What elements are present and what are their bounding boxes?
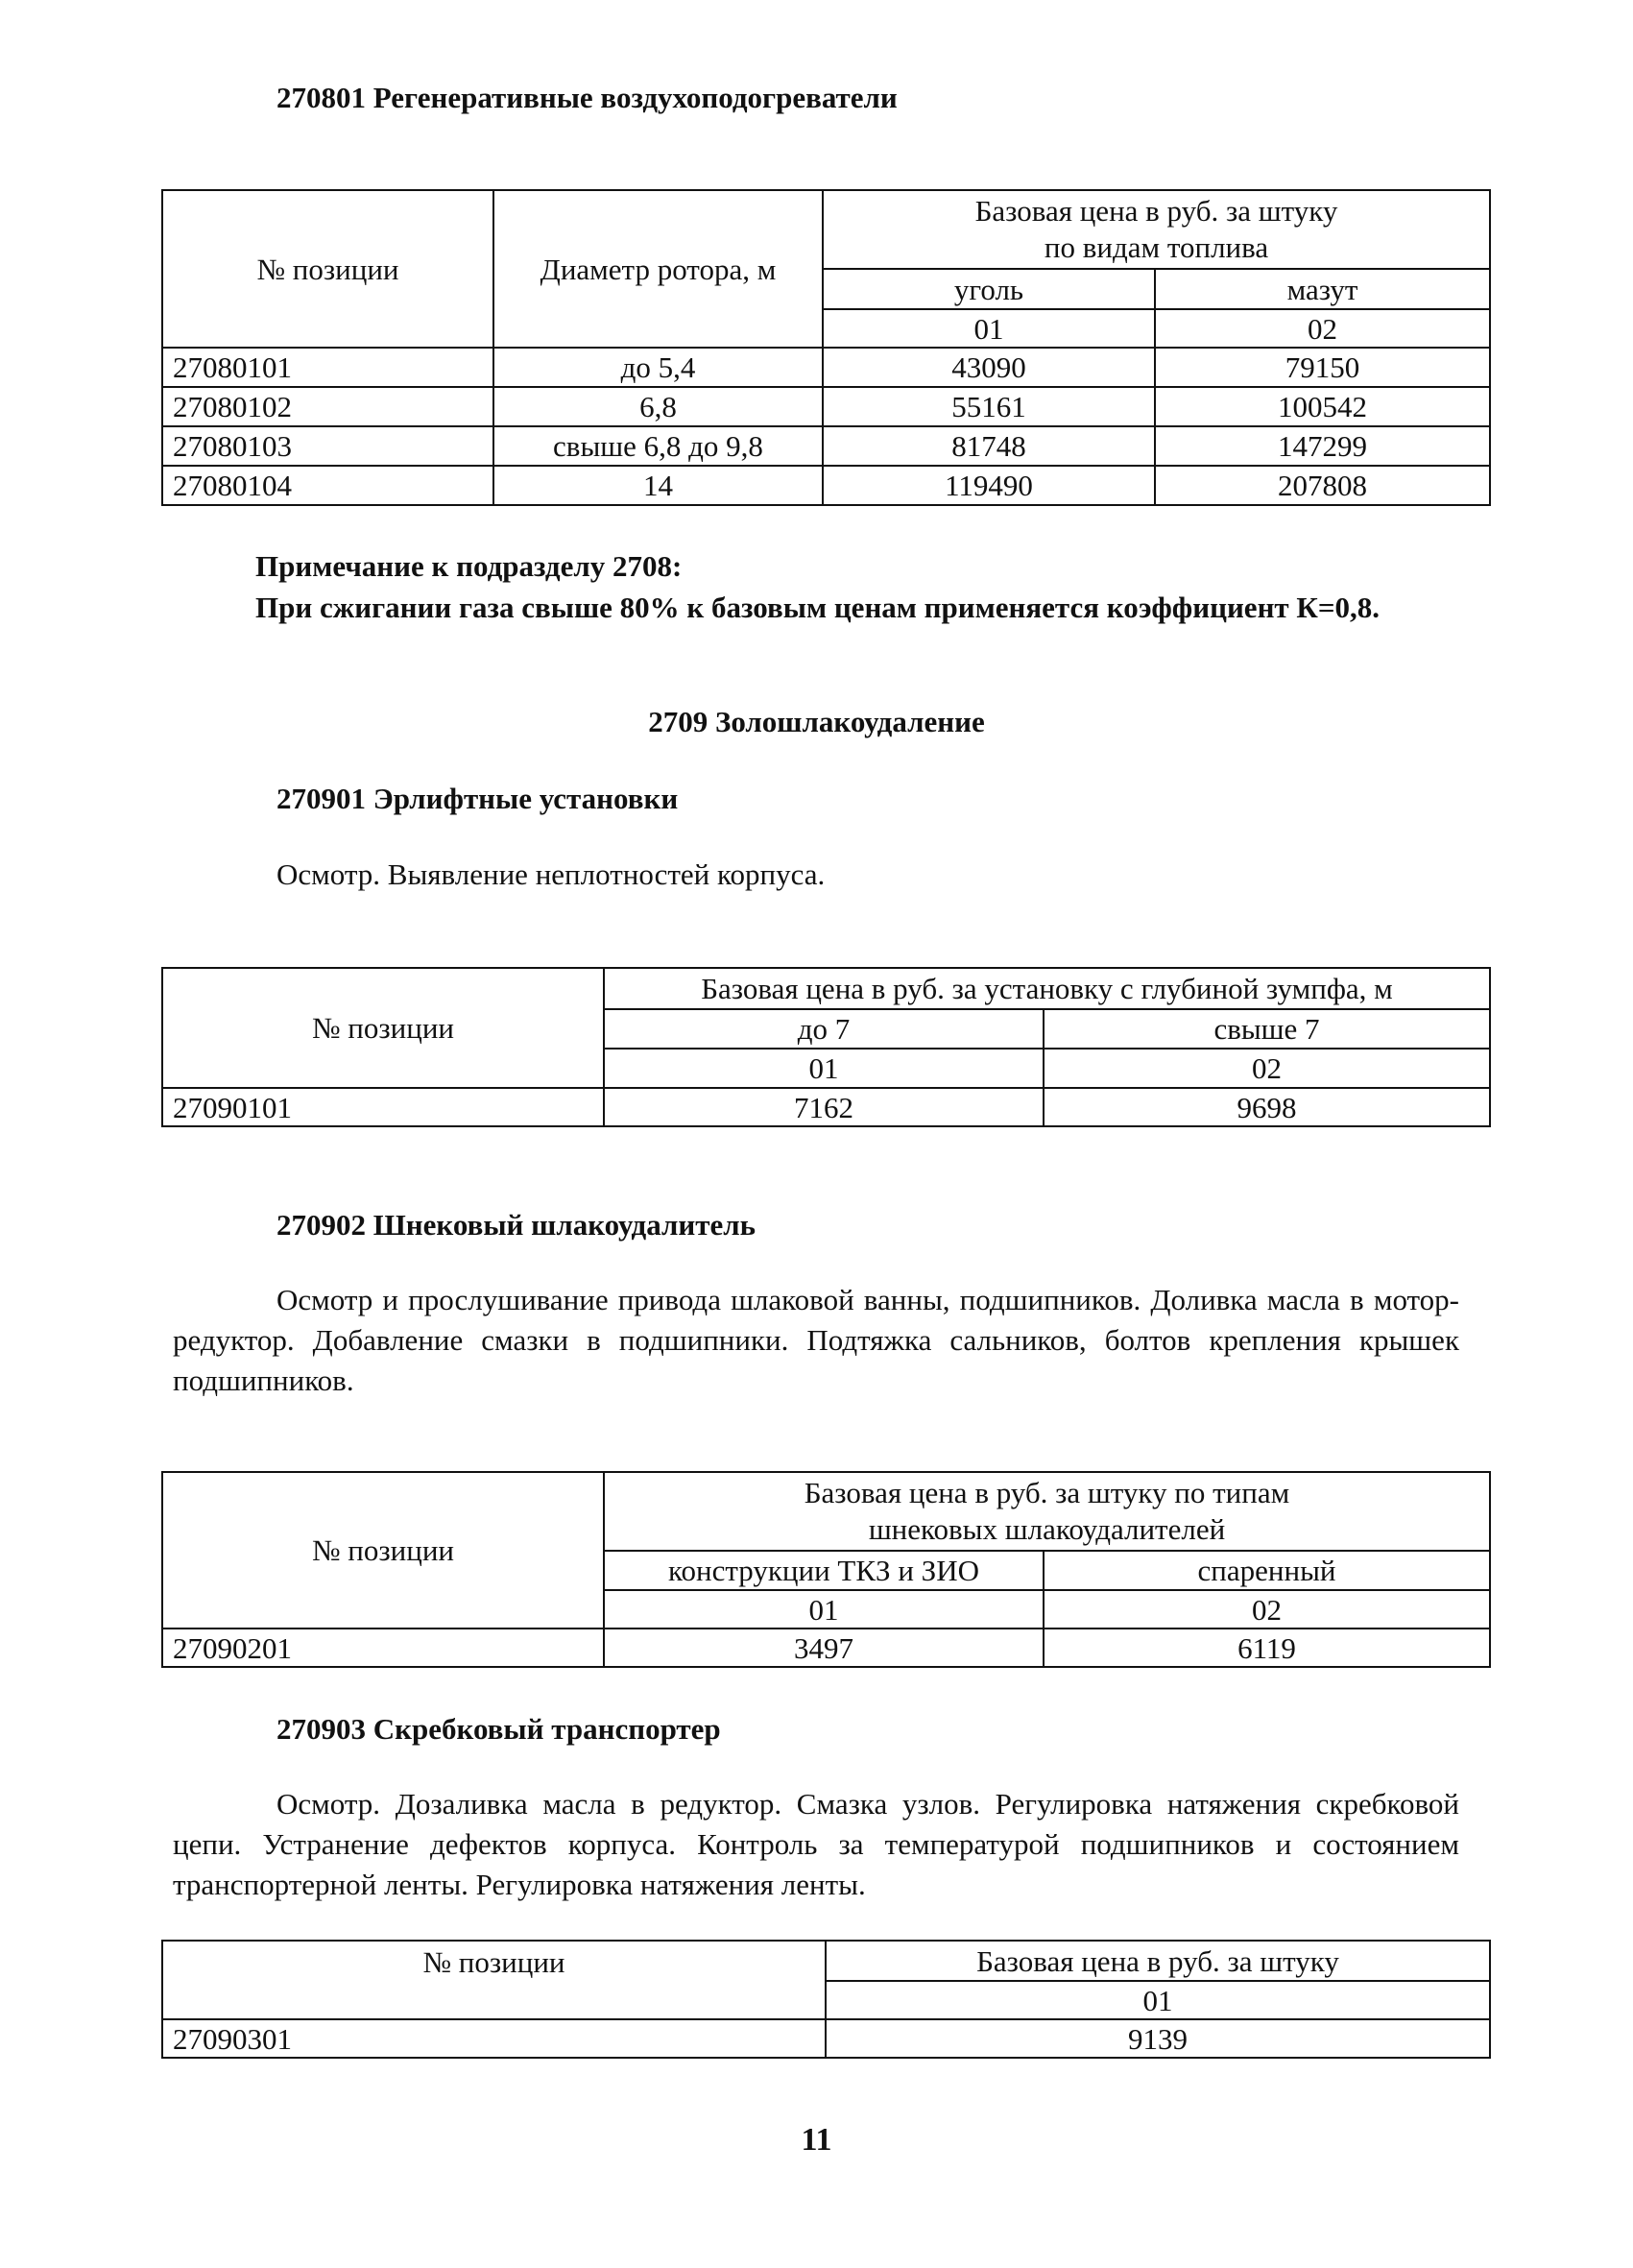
cell-price-paired: 6119 — [1044, 1629, 1490, 1667]
cell-fuel-price: 79150 — [1155, 348, 1490, 387]
cell-position: 27090101 — [162, 1088, 604, 1126]
section-2709-title: 2709 Золошлакоудаление — [648, 705, 985, 738]
table-row — [162, 387, 1490, 426]
cell-price-over-7: 9698 — [1044, 1088, 1490, 1126]
section-270903-text: Осмотр. Дозаливка масла в редуктор. Смазка узлов. Регулировка натяжения скребковой цепи. Устранение дефектов корпуса. Контроль за температурой подшипников и состоянием транспортерной ленты. Регулировка натяжения ленты. — [173, 1787, 1459, 1901]
section-270901-text: Осмотр. Выявление неплотностей корпуса. — [276, 857, 826, 891]
header-col-01: 01 — [604, 1049, 1044, 1088]
cell-coal-price: 43090 — [823, 348, 1155, 387]
cell-coal-price: 119490 — [823, 466, 1155, 505]
cell-price-up-to-7: 7162 — [604, 1088, 1044, 1126]
cell-diameter: 6,8 — [493, 387, 823, 426]
cell-fuel-price: 100542 — [1155, 387, 1490, 426]
header-fuel-oil: мазут — [1155, 269, 1490, 309]
header-base-price: Базовая цена в руб. за штуку — [826, 1941, 1490, 1981]
header-up-to-7: до 7 — [604, 1009, 1044, 1049]
header-paired: спаренный — [1044, 1551, 1490, 1590]
header-col-01: 01 — [823, 309, 1155, 348]
cell-position: 27090301 — [162, 2019, 826, 2058]
table-270902 — [161, 1471, 1491, 1668]
cell-price-tkz-zio: 3497 — [604, 1629, 1044, 1667]
header-base-price — [604, 1472, 1490, 1551]
table-270903 — [161, 1940, 1491, 2059]
header-col-02: 02 — [1155, 309, 1490, 348]
section-270903-title: 270903 Скребковый транспортер — [276, 1712, 721, 1746]
section-270902-title: 270902 Шнековый шлакоудалитель — [276, 1208, 756, 1242]
header-over-7: свыше 7 — [1044, 1009, 1490, 1049]
header-col-01: 01 — [826, 1981, 1490, 2019]
cell-diameter: 14 — [493, 466, 823, 505]
cell-position: 27080104 — [162, 466, 493, 505]
section-270902-text: Осмотр и прослушивание привода шлаковой ванны, подшипников. Доливка масла в мотор-редуктор. Добавление смазки в подшипники. Подтяжка сальников, болтов крепления крышек подшипников. — [173, 1283, 1459, 1397]
cell-fuel-price: 207808 — [1155, 466, 1490, 505]
table-row — [162, 426, 1490, 466]
header-base-price: Базовая цена в руб. за установку с глубиной зумпфа, м — [604, 968, 1490, 1009]
header-tkz-zio: конструкции ТКЗ и ЗИО — [604, 1551, 1044, 1590]
header-position: № позиции — [162, 1941, 826, 2019]
cell-diameter: до 5,4 — [493, 348, 823, 387]
cell-fuel-price: 147299 — [1155, 426, 1490, 466]
header-col-02: 02 — [1044, 1590, 1490, 1629]
note-title: Примечание к подразделу 2708: — [255, 549, 683, 583]
cell-position: 27090201 — [162, 1629, 604, 1667]
section-270901-title: 270901 Эрлифтные установки — [276, 782, 679, 815]
table-row — [162, 348, 1490, 387]
page-number: 11 — [801, 2122, 832, 2158]
table-row — [162, 1629, 1490, 1667]
header-base-price-line2: шнековых шлакоудалителей — [868, 1512, 1226, 1546]
header-base-price-line2: по видам топлива — [1044, 230, 1269, 264]
table-row — [162, 2019, 1490, 2058]
table-row — [162, 1088, 1490, 1126]
cell-diameter: свыше 6,8 до 9,8 — [493, 426, 823, 466]
header-position: № позиции — [162, 1472, 604, 1629]
header-col-02: 02 — [1044, 1049, 1490, 1088]
table-270901 — [161, 967, 1491, 1127]
header-col-01: 01 — [604, 1590, 1044, 1629]
header-base-price-line1: Базовая цена в руб. за штуку — [974, 194, 1338, 228]
table-row — [162, 466, 1490, 505]
section-270801-title: 270801 Регенеративные воздухоподогреватели — [276, 81, 898, 114]
cell-coal-price: 55161 — [823, 387, 1155, 426]
header-base-price — [823, 190, 1490, 269]
header-position: № позиции — [162, 190, 493, 348]
cell-coal-price: 81748 — [823, 426, 1155, 466]
cell-position: 27080103 — [162, 426, 493, 466]
cell-position: 27080102 — [162, 387, 493, 426]
table-270801 — [161, 189, 1491, 506]
header-base-price-line1: Базовая цена в руб. за штуку по типам — [804, 1476, 1290, 1509]
header-position: № позиции — [162, 968, 604, 1088]
header-rotor-diameter: Диаметр ротора, м — [493, 190, 823, 348]
cell-position: 27080101 — [162, 348, 493, 387]
header-coal: уголь — [823, 269, 1155, 309]
note-text: При сжигании газа свыше 80% к базовым ценам применяется коэффициент К=0,8. — [255, 591, 1381, 624]
cell-price: 9139 — [826, 2019, 1490, 2058]
